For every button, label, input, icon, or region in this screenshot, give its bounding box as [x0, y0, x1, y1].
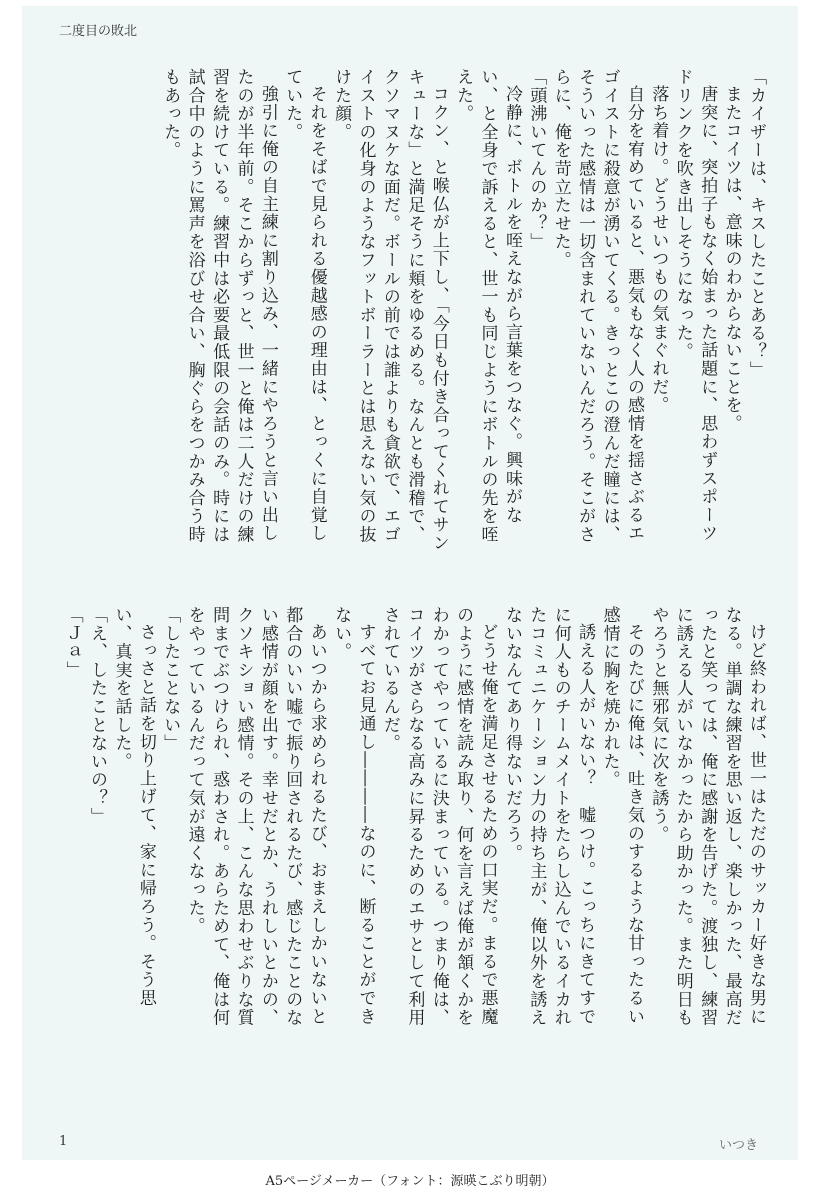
paragraph: 落ち着け。どうせいつもの気まぐれだ。: [648, 85, 669, 415]
paragraph: コクン、と喉仏が上下し、「今日も付き合ってくれてサンキューな」と満足そうに頬をゆるめる。なんとも滑稽で、クソマヌケな面だ。ボールの前では誰よりも貪欲で、エゴイストの化身のようなフットボーラーとは思えない気の抜けた顔。: [331, 68, 449, 553]
paragraph: 「頭沸いてんのか？」: [526, 68, 547, 251]
page-number: 1: [59, 1134, 68, 1149]
paragraph: 強引に俺の自主練に割り込み、一緒にやろうと言い出したのが半年前。そこからずっと、世一と俺は二人だけの練習を続けている。練習中は必要最低限の会話のみ。時には試合中のように罵声を浴びせ合い、胸ぐらをつかみ合う時もあった。: [160, 68, 278, 544]
chapter-title: 二度目の敗北: [59, 24, 138, 39]
text-column-top: [56, 68, 768, 558]
generator-caption: A5ページメーカー（フォント：源暎こぶり明朝）: [265, 1174, 555, 1189]
paragraph: あいつから求められるたび、おまえしかいないと都合のいい嘘で振り回されるたび、感じたことのない感情が顔を出す。幸せだとか、うれしいとかの、クソキショい感情。その上、こんな思わせぶりな質問までぶつけられ、惑わされ。あらためて、俺は何をやっているんだって気が遠くなった。: [184, 606, 327, 1027]
paragraph: どうせ俺を満足させるための口実だ。まるで悪魔のように感情を読み取り、何を言えば俺が頷くかをわかってやっているに決まっている。つまり俺は、コイツがさらなる高みに昇るためのエサとして利用されているんだ。: [379, 606, 498, 1027]
manuscript-page: [22, 6, 798, 1160]
paragraph: そのたびに俺は、吐き気のするような甘ったるい感情に胸を焼かれた。: [599, 606, 644, 1026]
author-name: いつき: [718, 1138, 758, 1153]
paragraph: 「カイザーは、キスしたことある？」: [746, 68, 766, 380]
paragraph: それをそばで見られる優越感の理由は、とっくに自覚していた。: [282, 68, 327, 543]
paragraph: さっさと話を切り上げて、家に帰ろう。そう思い、真実を話した。: [111, 606, 156, 1008]
paragraph: 自分を宥めていると、悪気もなく人の感情を揺さぶるエゴイストに殺意が湧いてくる。きっとこの澄んだ瞳には、そういった感情は一切含まれていないんだろう。そこがさらに、俺を苛立たせた。: [550, 68, 644, 544]
paragraph: 「Ｊａ」: [62, 606, 83, 680]
paragraph: 冷静に、ボトルを咥えながら言葉をつなぐ。興味がない、と全身で訴えると、世一も同じようにボトルの先を咥えた。: [453, 68, 522, 544]
paragraph: 「え、したことないの？」: [87, 606, 108, 826]
text-column-bottom: [56, 606, 768, 1036]
paragraph: すべてお見通し――――なのに、断ることができない。: [331, 606, 376, 1026]
paragraph: 唐突に、突拍子もなく始まった話題に、思わずスポーツドリンクを吹き出しそうになった。: [672, 68, 718, 543]
paragraph: 誘える人がいない？ 嘘つけ。こっちにきてすでに何人ものチームメイトをたらし込んでいるイカれたコミュニケーション力の持ち主が、俺以外を誘えないなんてあり得ないだろう。: [501, 606, 596, 1027]
paragraph: 「したことない」: [160, 606, 181, 753]
paragraph: またコイツは、意味のわからないことを。: [721, 85, 742, 433]
paragraph: けど終われば、世一はただのサッカー好きな男になる。単調な練習を思い返し、楽しかった、最高だったと笑っては、俺に感謝を告げた。渡独し、練習に誘える人がいなかったから助かった。また明日もやろうと無邪気に次を誘う。: [648, 606, 766, 1027]
